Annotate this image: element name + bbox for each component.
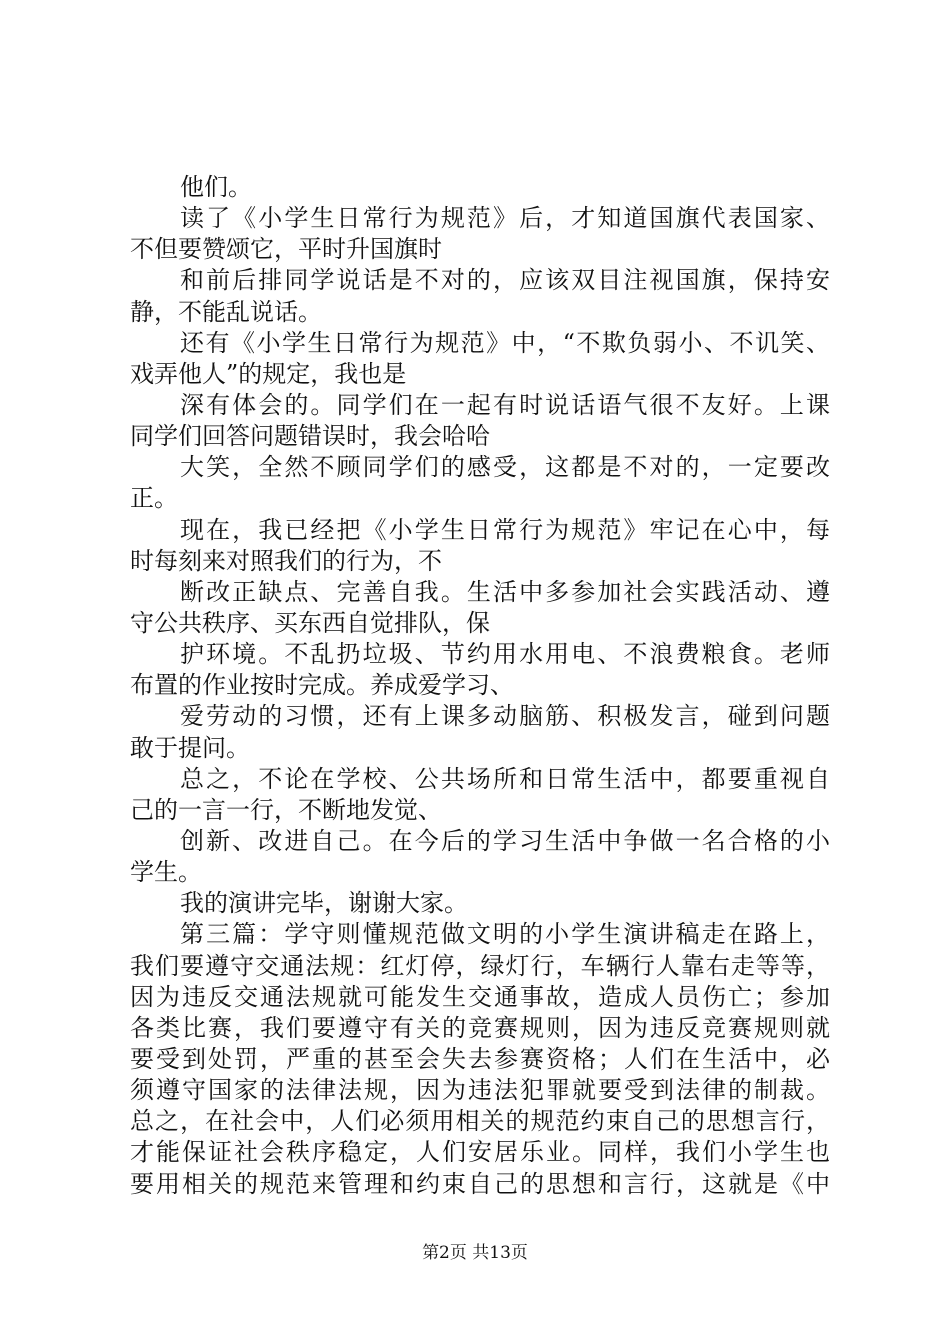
text-line: 总之，在社会中，人们必须用相关的规范约束自己的思想言行， (130, 1107, 830, 1136)
text-line: 我们要遵守交通法规：红灯停，绿灯行，车辆行人靠右走等等， (130, 951, 830, 980)
text-line: 静，不能乱说话。 (130, 297, 322, 326)
text-line: 还有《小学生日常行为规范》中，“不欺负弱小、不讥笑、 (180, 328, 830, 357)
text-line: 须遵守国家的法律法规，因为违法犯罪就要受到法律的制裁。 (130, 1076, 830, 1105)
text-line: 守公共秩序、买东西自觉排队，保 (130, 608, 490, 637)
text-line: 布置的作业按时完成。养成爱学习、 (130, 671, 514, 700)
text-line: 各类比赛，我们要遵守有关的竞赛规则，因为违反竞赛规则就 (130, 1013, 830, 1042)
text-line: 正。 (130, 484, 178, 513)
text-line: 爱劳动的习惯，还有上课多动脑筋、积极发言，碰到问题 (180, 702, 830, 731)
text-line: 时每刻来对照我们的行为，不 (130, 546, 442, 575)
text-line: 敢于提问。 (130, 733, 250, 762)
text-line: 己的一言一行，不断地发觉、 (130, 795, 442, 824)
text-line: 因为违反交通法规就可能发生交通事故，造成人员伤亡；参加 (130, 982, 830, 1011)
text-line: 他们。 (180, 173, 252, 201)
text-line: 和前后排同学说话是不对的，应该双目注视国旗，保持安 (180, 266, 830, 295)
page-number: 第2页 共13页 (422, 1243, 528, 1263)
text-line: 要用相关的规范来管理和约束自己的思想和言行，这就是《中 (130, 1169, 830, 1198)
text-line: 同学们回答问题错误时，我会哈哈 (130, 422, 490, 451)
text-line: 第三篇：学守则懂规范做文明的小学生演讲稿走在路上， (180, 920, 830, 949)
text-line: 创新、改进自己。在今后的学习生活中争做一名合格的小 (180, 826, 830, 855)
text-line: 才能保证社会秩序稳定，人们安居乐业。同样，我们小学生也 (130, 1138, 830, 1167)
text-line: 大笑，全然不顾同学们的感受，这都是不对的，一定要改 (180, 453, 830, 482)
text-line: 读了《小学生日常行为规范》后，才知道国旗代表国家、 (180, 204, 830, 233)
page-footer (0, 1241, 950, 1265)
text-line: 我的演讲完毕，谢谢大家。 (180, 889, 468, 918)
text-line: 深有体会的。同学们在一起有时说话语气很不友好。上课 (180, 390, 830, 419)
text-line: 断改正缺点、完善自我。生活中多参加社会实践活动、遵 (180, 577, 830, 606)
text-line: 现在，我已经把《小学生日常行为规范》牢记在心中，每 (180, 515, 830, 544)
text-line: 护环境。不乱扔垃圾、节约用水用电、不浪费粮食。老师 (180, 640, 830, 669)
text-line: 要受到处罚，严重的甚至会失去参赛资格；人们在生活中，必 (130, 1044, 830, 1073)
text-line: 学生。 (130, 858, 202, 887)
document-body (130, 172, 830, 1200)
text-line: 总之，不论在学校、公共场所和日常生活中，都要重视自 (180, 764, 830, 793)
text-line: 戏弄他人”的规定，我也是 (130, 359, 407, 388)
text-line: 不但要赞颂它，平时升国旗时 (130, 235, 442, 264)
